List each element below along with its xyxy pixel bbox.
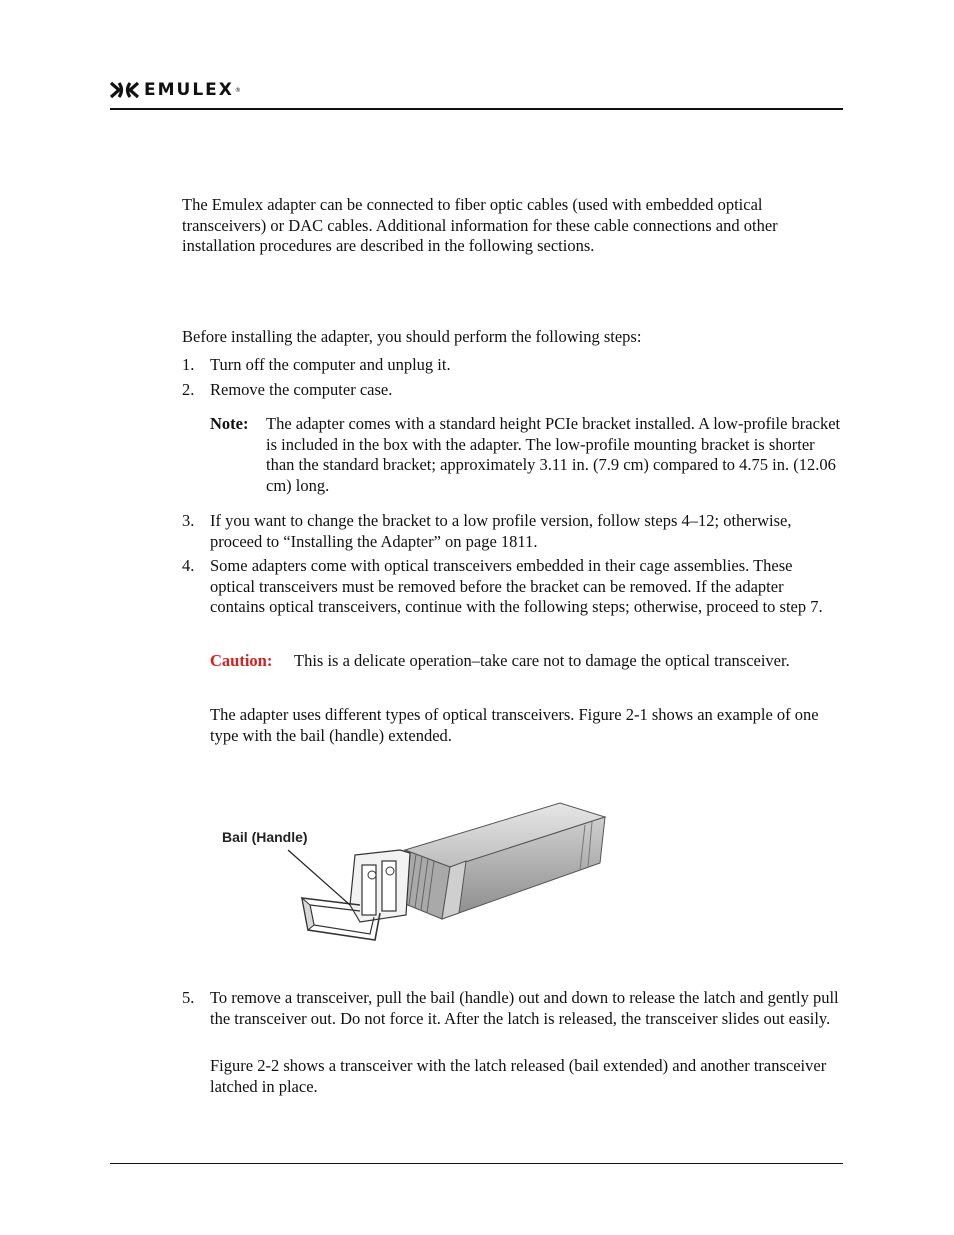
caution-text: This is a delicate operation–take care not to damage the optical transceiver.	[294, 651, 790, 670]
emulex-mark-icon	[110, 81, 140, 99]
step-3-number: 3.	[182, 511, 195, 530]
step-2-number: 2.	[182, 380, 195, 399]
note-label: Note:	[210, 414, 249, 433]
step-1-text: Turn off the computer and unplug it.	[210, 355, 451, 374]
logo-text: EMULEX	[144, 80, 234, 100]
figure-2-2-paragraph: Figure 2-2 shows a transceiver with the latch released (bail extended) and another transceiver latched in place.	[210, 1056, 827, 1096]
step-3-text: If you want to change the bracket to a low profile version, follow steps 4–12; otherwise, proceed to “Installing the Adapter” on page 1811.	[210, 511, 792, 551]
before-text: Before installing the adapter, you should perform the following steps:	[182, 327, 642, 346]
step-5-number: 5.	[182, 988, 195, 1007]
logo-trademark: ®	[234, 86, 241, 94]
figure-label-bail: Bail (Handle)	[222, 829, 308, 845]
step-4-text: Some adapters come with optical transceivers embedded in their cage assemblies. These optical transceivers must be removed before the bracket can be removed. If the adapter contains optical transceivers, continue with the following steps; otherwise, proceed to step 7.	[210, 556, 823, 616]
caution-label: Caution:	[210, 651, 273, 670]
header-rule	[110, 108, 843, 110]
step-1-number: 1.	[182, 355, 195, 374]
transceiver-figure	[210, 795, 610, 950]
figure-intro-paragraph: The adapter uses different types of optical transceivers. Figure 2-1 shows an example of one type with the bail (handle) extended.	[210, 705, 819, 745]
step-5-text: To remove a transceiver, pull the bail (handle) out and down to release the latch and gently pull the transceiver out. Do not force it. After the latch is released, the transceiver slides out easily.	[210, 988, 839, 1028]
emulex-logo	[110, 80, 241, 100]
step-4-number: 4.	[182, 556, 195, 575]
transceiver-illustration	[210, 795, 610, 950]
intro-paragraph: The Emulex adapter can be connected to fiber optic cables (used with embedded optical transceivers) or DAC cables. Additional information for these cable connections and other installation procedures are described in the following sections.	[182, 195, 778, 255]
step-2-text: Remove the computer case.	[210, 380, 393, 399]
note-text: The adapter comes with a standard height PCIe bracket installed. A low-profile bracket is included in the box with the adapter. The low-profile mounting bracket is shorter than the standard bracket; approximately 3.11 in. (7.9 cm) compared to 4.75 in. (12.06 cm) long.	[266, 414, 841, 495]
footer-rule	[110, 1163, 843, 1164]
